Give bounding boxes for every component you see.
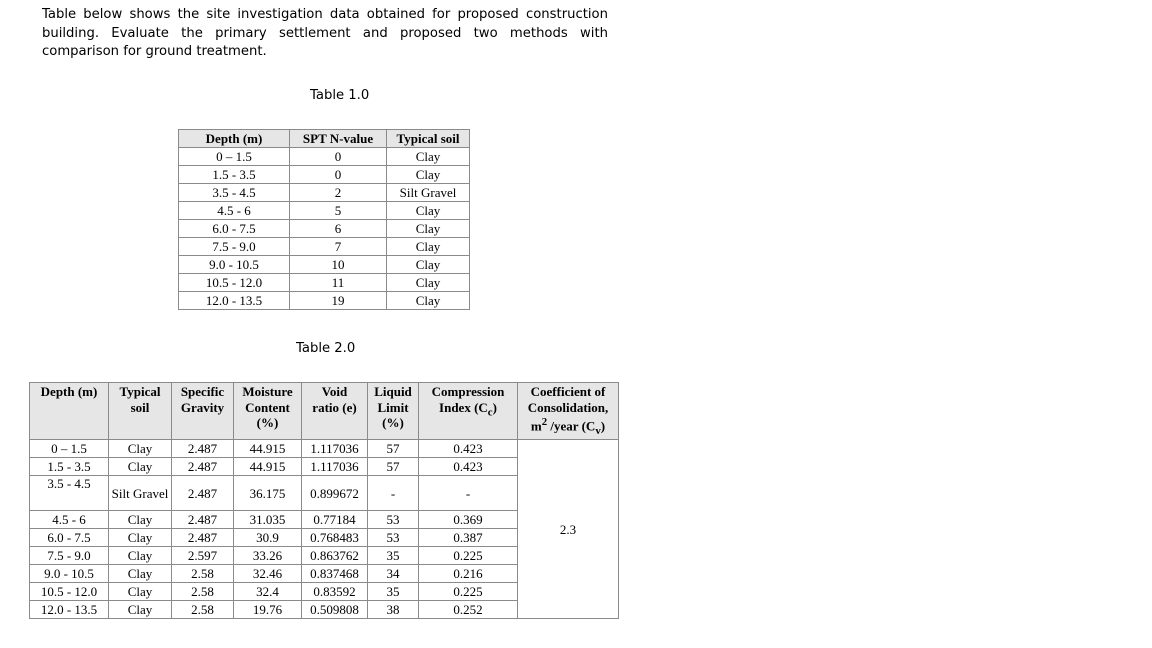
cell-specific-gravity: 2.58 xyxy=(172,601,234,619)
question-text: Table below shows the site investigation data obtained for proposed construction building. Evaluate the primary settlement and proposed two methods with comparison for ground treatment. xyxy=(42,7,608,59)
header-compression-index: Compression Index $(C_c)$ xyxy=(419,383,518,440)
cell-coefficient-of-consolidation: 2.3 xyxy=(518,440,619,619)
cell-soil: Clay xyxy=(109,601,172,619)
table-row xyxy=(179,148,470,166)
cell-specific-gravity: 2.487 xyxy=(172,529,234,547)
cell-compression-index: 0.225 xyxy=(419,547,518,565)
cell-depth: 0 – 1.5 xyxy=(179,148,290,166)
cell-liquid-limit: 53 xyxy=(368,529,419,547)
cell-compression-index: 0.387 xyxy=(419,529,518,547)
header-typical-soil: Typical soil xyxy=(387,130,470,148)
cell-compression-index: 0.423 xyxy=(419,458,518,476)
cell-compression-index: 0.423 xyxy=(419,440,518,458)
cell-soil: Clay xyxy=(109,440,172,458)
cell-compression-index: 0.252 xyxy=(419,601,518,619)
cell-liquid-limit: 53 xyxy=(368,511,419,529)
cell-depth: 9.0 - 10.5 xyxy=(179,256,290,274)
cell-depth: 9.0 - 10.5 xyxy=(30,565,109,583)
cell-void-ratio: 0.83592 xyxy=(302,583,368,601)
cell-depth: 6.0 - 7.5 xyxy=(179,220,290,238)
cell-compression-index: 0.225 xyxy=(419,583,518,601)
header-depth: Depth (m) xyxy=(179,130,290,148)
cell-spt: 11 xyxy=(290,274,387,292)
table2-caption: Table 2.0 xyxy=(296,341,356,356)
table-row xyxy=(179,274,470,292)
cell-void-ratio: 0.837468 xyxy=(302,565,368,583)
cell-depth: 7.5 - 9.0 xyxy=(179,238,290,256)
cell-spt: 19 xyxy=(290,292,387,310)
cell-soil: Clay xyxy=(387,256,470,274)
cell-soil: Clay xyxy=(387,166,470,184)
cell-liquid-limit: 57 xyxy=(368,440,419,458)
cell-soil: Clay xyxy=(387,202,470,220)
cell-spt: 2 xyxy=(290,184,387,202)
cell-depth: 1.5 - 3.5 xyxy=(30,458,109,476)
cell-moisture-content: 36.175 xyxy=(234,476,302,511)
cell-specific-gravity: 2.487 xyxy=(172,476,234,511)
cell-liquid-limit: 38 xyxy=(368,601,419,619)
cell-moisture-content: 44.915 xyxy=(234,440,302,458)
cell-soil: Clay xyxy=(109,547,172,565)
cell-soil: Clay xyxy=(109,583,172,601)
table-row xyxy=(179,220,470,238)
cell-soil: Clay xyxy=(387,292,470,310)
cell-soil: Clay xyxy=(109,511,172,529)
header-liquid-limit: Liquid Limit (%) xyxy=(368,383,419,440)
table-row xyxy=(179,166,470,184)
header-spt-n-value: SPT N-value xyxy=(290,130,387,148)
cell-void-ratio: 1.117036 xyxy=(302,458,368,476)
table-header-row xyxy=(30,383,619,440)
table-row xyxy=(179,184,470,202)
cell-depth: 7.5 - 9.0 xyxy=(30,547,109,565)
cell-spt: 0 xyxy=(290,166,387,184)
cell-soil: Clay xyxy=(387,148,470,166)
cell-soil: Clay xyxy=(387,238,470,256)
cell-specific-gravity: 2.487 xyxy=(172,440,234,458)
cell-depth: 3.5 - 4.5 xyxy=(30,476,109,511)
header-coefficient-of-consolidation: Coefficient of Consolidation, $m^2$ /year $(C_v)$ xyxy=(518,383,619,440)
table-row xyxy=(179,292,470,310)
cell-spt: 7 xyxy=(290,238,387,256)
table-row xyxy=(179,202,470,220)
soil-properties-table xyxy=(29,382,619,619)
cell-soil: Clay xyxy=(387,220,470,238)
cell-moisture-content: 30.9 xyxy=(234,529,302,547)
cell-moisture-content: 44.915 xyxy=(234,458,302,476)
cell-liquid-limit: 35 xyxy=(368,547,419,565)
cell-soil: Clay xyxy=(109,458,172,476)
cell-depth: 1.5 - 3.5 xyxy=(179,166,290,184)
cell-depth: 6.0 - 7.5 xyxy=(30,529,109,547)
cell-depth: 12.0 - 13.5 xyxy=(179,292,290,310)
spt-table xyxy=(178,129,470,310)
cell-spt: 5 xyxy=(290,202,387,220)
cell-specific-gravity: 2.487 xyxy=(172,511,234,529)
cell-compression-index: 0.369 xyxy=(419,511,518,529)
cell-soil: Silt Gravel xyxy=(387,184,470,202)
cell-liquid-limit: - xyxy=(368,476,419,511)
table-header-row xyxy=(179,130,470,148)
header-depth: Depth (m) xyxy=(30,383,109,440)
cell-moisture-content: 19.76 xyxy=(234,601,302,619)
table-row xyxy=(30,440,619,458)
header-typical-soil: Typical soil xyxy=(109,383,172,440)
cell-soil: Clay xyxy=(387,274,470,292)
cell-moisture-content: 31.035 xyxy=(234,511,302,529)
cell-void-ratio: 0.899672 xyxy=(302,476,368,511)
cell-void-ratio: 0.768483 xyxy=(302,529,368,547)
cell-depth: 10.5 - 12.0 xyxy=(30,583,109,601)
cell-depth: 4.5 - 6 xyxy=(179,202,290,220)
cell-liquid-limit: 35 xyxy=(368,583,419,601)
cell-depth: 10.5 - 12.0 xyxy=(179,274,290,292)
cell-liquid-limit: 57 xyxy=(368,458,419,476)
cell-depth: 0 – 1.5 xyxy=(30,440,109,458)
cell-spt: 0 xyxy=(290,148,387,166)
cell-spt: 6 xyxy=(290,220,387,238)
cell-depth: 3.5 - 4.5 xyxy=(179,184,290,202)
header-specific-gravity: Specific Gravity xyxy=(172,383,234,440)
cell-soil: Silt Gravel xyxy=(109,476,172,511)
header-void-ratio: Void ratio (e) xyxy=(302,383,368,440)
cell-specific-gravity: 2.487 xyxy=(172,458,234,476)
cell-void-ratio: 0.77184 xyxy=(302,511,368,529)
cell-void-ratio: 0.509808 xyxy=(302,601,368,619)
cell-moisture-content: 32.4 xyxy=(234,583,302,601)
cell-specific-gravity: 2.58 xyxy=(172,583,234,601)
cell-compression-index: 0.216 xyxy=(419,565,518,583)
cell-specific-gravity: 2.597 xyxy=(172,547,234,565)
cell-void-ratio: 1.117036 xyxy=(302,440,368,458)
cell-moisture-content: 32.46 xyxy=(234,565,302,583)
cell-depth: 4.5 - 6 xyxy=(30,511,109,529)
cell-soil: Clay xyxy=(109,565,172,583)
table-row xyxy=(179,238,470,256)
cell-void-ratio: 0.863762 xyxy=(302,547,368,565)
table-row xyxy=(179,256,470,274)
cell-depth: 12.0 - 13.5 xyxy=(30,601,109,619)
table1-caption: Table 1.0 xyxy=(310,88,370,103)
cell-liquid-limit: 34 xyxy=(368,565,419,583)
cell-soil: Clay xyxy=(109,529,172,547)
cell-moisture-content: 33.26 xyxy=(234,547,302,565)
header-moisture-content: Moisture Content (%) xyxy=(234,383,302,440)
cell-compression-index: - xyxy=(419,476,518,511)
cell-spt: 10 xyxy=(290,256,387,274)
cell-specific-gravity: 2.58 xyxy=(172,565,234,583)
